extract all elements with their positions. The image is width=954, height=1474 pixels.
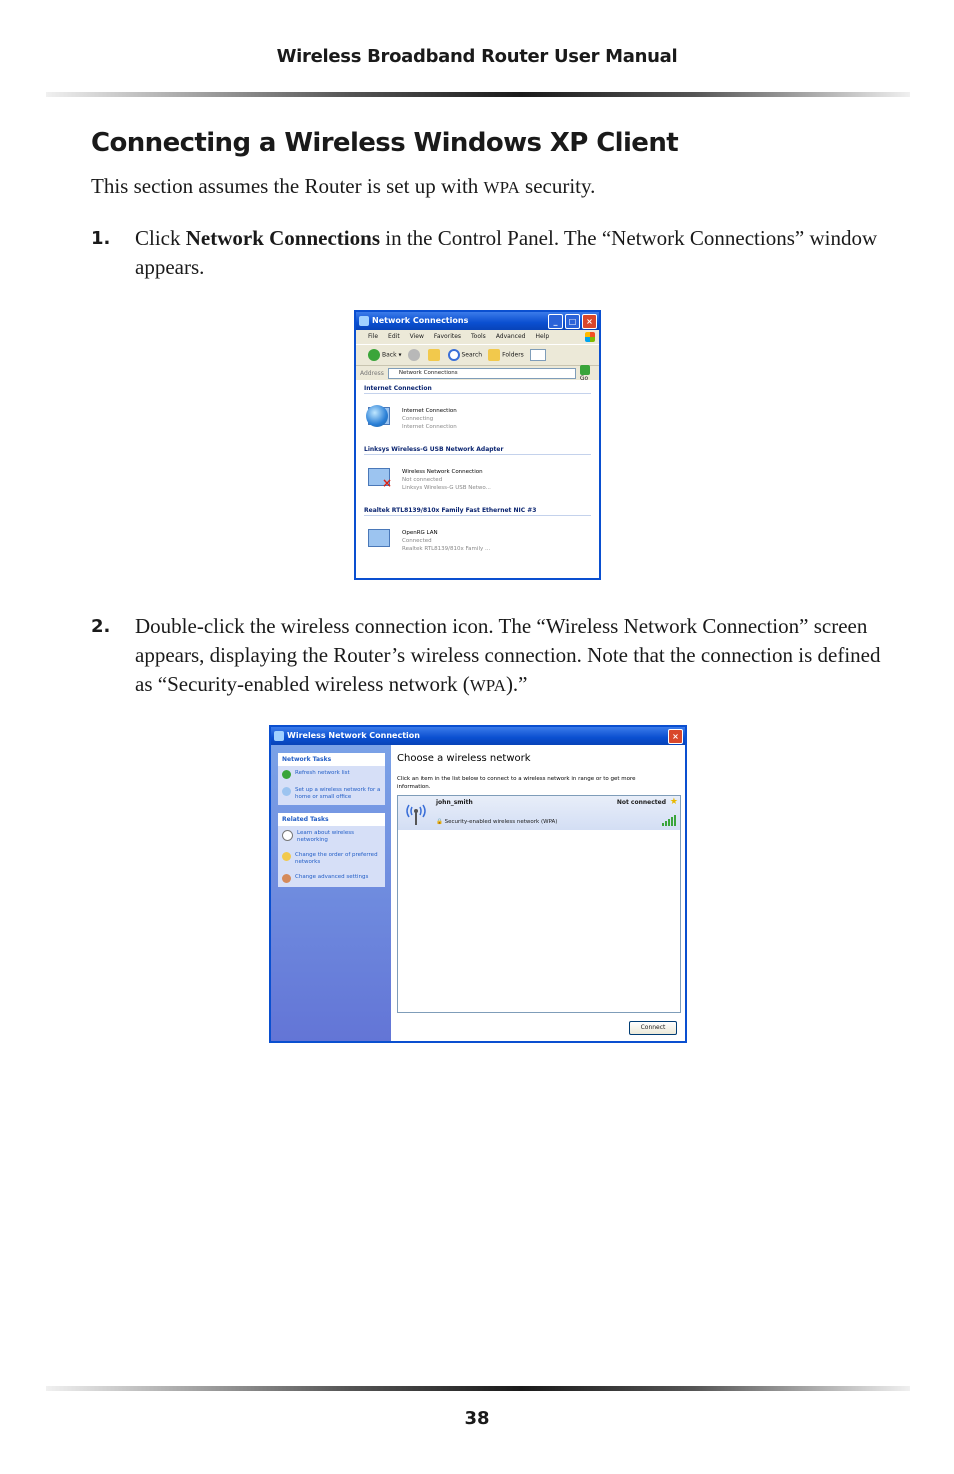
title-bar: Wireless Network Connection × bbox=[271, 727, 685, 745]
star-icon bbox=[282, 852, 291, 861]
menu-bar bbox=[356, 330, 599, 344]
title-bar: Network Connections _ □ × bbox=[356, 312, 599, 330]
top-rule bbox=[46, 92, 910, 97]
network-icon bbox=[359, 316, 369, 326]
step-number: 1. bbox=[91, 228, 111, 249]
intro-paragraph: This section assumes the Router is set up with WPA security. bbox=[91, 174, 596, 198]
instructions-text: Click an item in the list below to connect to a wireless network in range or to get more information. bbox=[397, 776, 636, 790]
wireless-icon bbox=[274, 731, 284, 741]
folders-button[interactable]: Folders bbox=[488, 349, 524, 361]
related-tasks-box bbox=[278, 813, 385, 887]
menu-favorites[interactable]: Favorites bbox=[433, 333, 462, 340]
network-tasks-box bbox=[278, 753, 385, 805]
signal-strength-icon bbox=[662, 815, 676, 826]
menu-edit[interactable]: Edit bbox=[388, 333, 400, 340]
back-arrow-icon bbox=[368, 349, 380, 361]
go-arrow-icon bbox=[580, 365, 590, 375]
network-ssid: john_smith bbox=[436, 799, 473, 806]
folders-icon bbox=[488, 349, 500, 361]
page-number: 38 bbox=[464, 1408, 490, 1429]
main-pane bbox=[391, 745, 685, 1041]
refresh-icon bbox=[282, 770, 291, 779]
minimize-button[interactable]: _ bbox=[548, 314, 563, 329]
menu-tools[interactable]: Tools bbox=[471, 333, 486, 340]
step-text: Click Network Connections in the Control Panel. The “Network Connections” window appears. bbox=[135, 226, 878, 279]
step-number: 2. bbox=[91, 616, 111, 637]
change-advanced-settings-link[interactable]: Change advanced settings bbox=[278, 870, 385, 887]
windows-logo-icon bbox=[585, 332, 595, 342]
address-label: Address bbox=[360, 369, 384, 377]
group-heading: Linksys Wireless-G USB Network Adapter bbox=[364, 446, 591, 455]
related-tasks-heading: Related Tasks bbox=[278, 813, 385, 826]
group-heading: Internet Connection bbox=[364, 385, 591, 394]
preferred-star-icon: ★ bbox=[669, 797, 678, 807]
learn-wireless-link[interactable]: Learn about wireless networking bbox=[278, 826, 385, 848]
lock-icon: 🔒 bbox=[436, 819, 443, 825]
toolbar bbox=[356, 344, 599, 365]
security-label: 🔒 Security-enabled wireless network (WPA) bbox=[436, 819, 558, 825]
internet-globe-icon bbox=[366, 405, 396, 433]
setup-wireless-network-link[interactable]: Set up a wireless network for a home or small office bbox=[278, 783, 385, 805]
step-text: Double-click the wireless connection icon. The “Wireless Network Connection” screen appears, displaying the Router’s wireless connection. Note that the connection is defined as “Security-enabled wireless network (WPA).” bbox=[135, 614, 881, 696]
change-order-link[interactable]: Change the order of preferred networks bbox=[278, 848, 385, 870]
section-heading: Connecting a Wireless Windows XP Client bbox=[91, 128, 679, 158]
search-icon bbox=[448, 349, 460, 361]
group-heading: Realtek RTL8139/810x Family Fast Ethernet NIC #3 bbox=[364, 507, 591, 516]
maximize-button[interactable]: □ bbox=[565, 314, 580, 329]
go-button[interactable]: Go bbox=[580, 365, 599, 382]
wireless-disconnected-icon: × bbox=[366, 466, 396, 494]
lan-connection-icon bbox=[366, 527, 396, 555]
network-list bbox=[397, 795, 681, 1013]
task-pane bbox=[271, 745, 391, 1041]
settings-icon bbox=[282, 874, 291, 883]
search-button[interactable]: Search bbox=[448, 349, 483, 361]
connect-button[interactable]: Connect bbox=[629, 1021, 677, 1035]
menu-view[interactable]: View bbox=[409, 333, 424, 340]
refresh-network-list-link[interactable]: Refresh network list bbox=[278, 766, 385, 783]
manual-title: Wireless Broadband Router User Manual bbox=[276, 46, 678, 67]
info-icon bbox=[282, 830, 293, 841]
bottom-rule bbox=[46, 1386, 910, 1391]
connections-list bbox=[356, 380, 599, 569]
address-input[interactable]: Network Connections bbox=[388, 368, 576, 379]
close-button[interactable]: × bbox=[582, 314, 597, 329]
forward-button[interactable] bbox=[408, 349, 420, 361]
address-bar bbox=[356, 365, 599, 380]
network-status: Not connected bbox=[616, 799, 666, 806]
network-connections-window bbox=[354, 310, 601, 580]
menu-advanced[interactable]: Advanced bbox=[495, 333, 526, 340]
connection-item[interactable]: × Wireless Network Connection Not connected Linksys Wireless-G USB Netwo... bbox=[364, 455, 591, 505]
up-folder-button[interactable] bbox=[428, 349, 440, 361]
choose-network-title: Choose a wireless network bbox=[397, 753, 531, 764]
views-button[interactable] bbox=[530, 349, 546, 361]
connection-item[interactable]: OpenRG LAN Connected Realtek RTL8139/810x Family ... bbox=[364, 516, 591, 566]
menu-file[interactable]: File bbox=[368, 333, 379, 340]
wireless-network-connection-window bbox=[269, 725, 687, 1043]
network-row[interactable] bbox=[398, 796, 680, 830]
setup-network-icon bbox=[282, 787, 291, 796]
antenna-icon bbox=[404, 800, 428, 826]
back-button[interactable]: Back ▾ bbox=[368, 349, 402, 361]
menu-help[interactable]: Help bbox=[535, 333, 550, 340]
close-button[interactable]: × bbox=[668, 729, 683, 744]
connection-item[interactable]: Internet Connection Connecting Internet Connection bbox=[364, 394, 591, 444]
network-tasks-heading: Network Tasks bbox=[278, 753, 385, 766]
